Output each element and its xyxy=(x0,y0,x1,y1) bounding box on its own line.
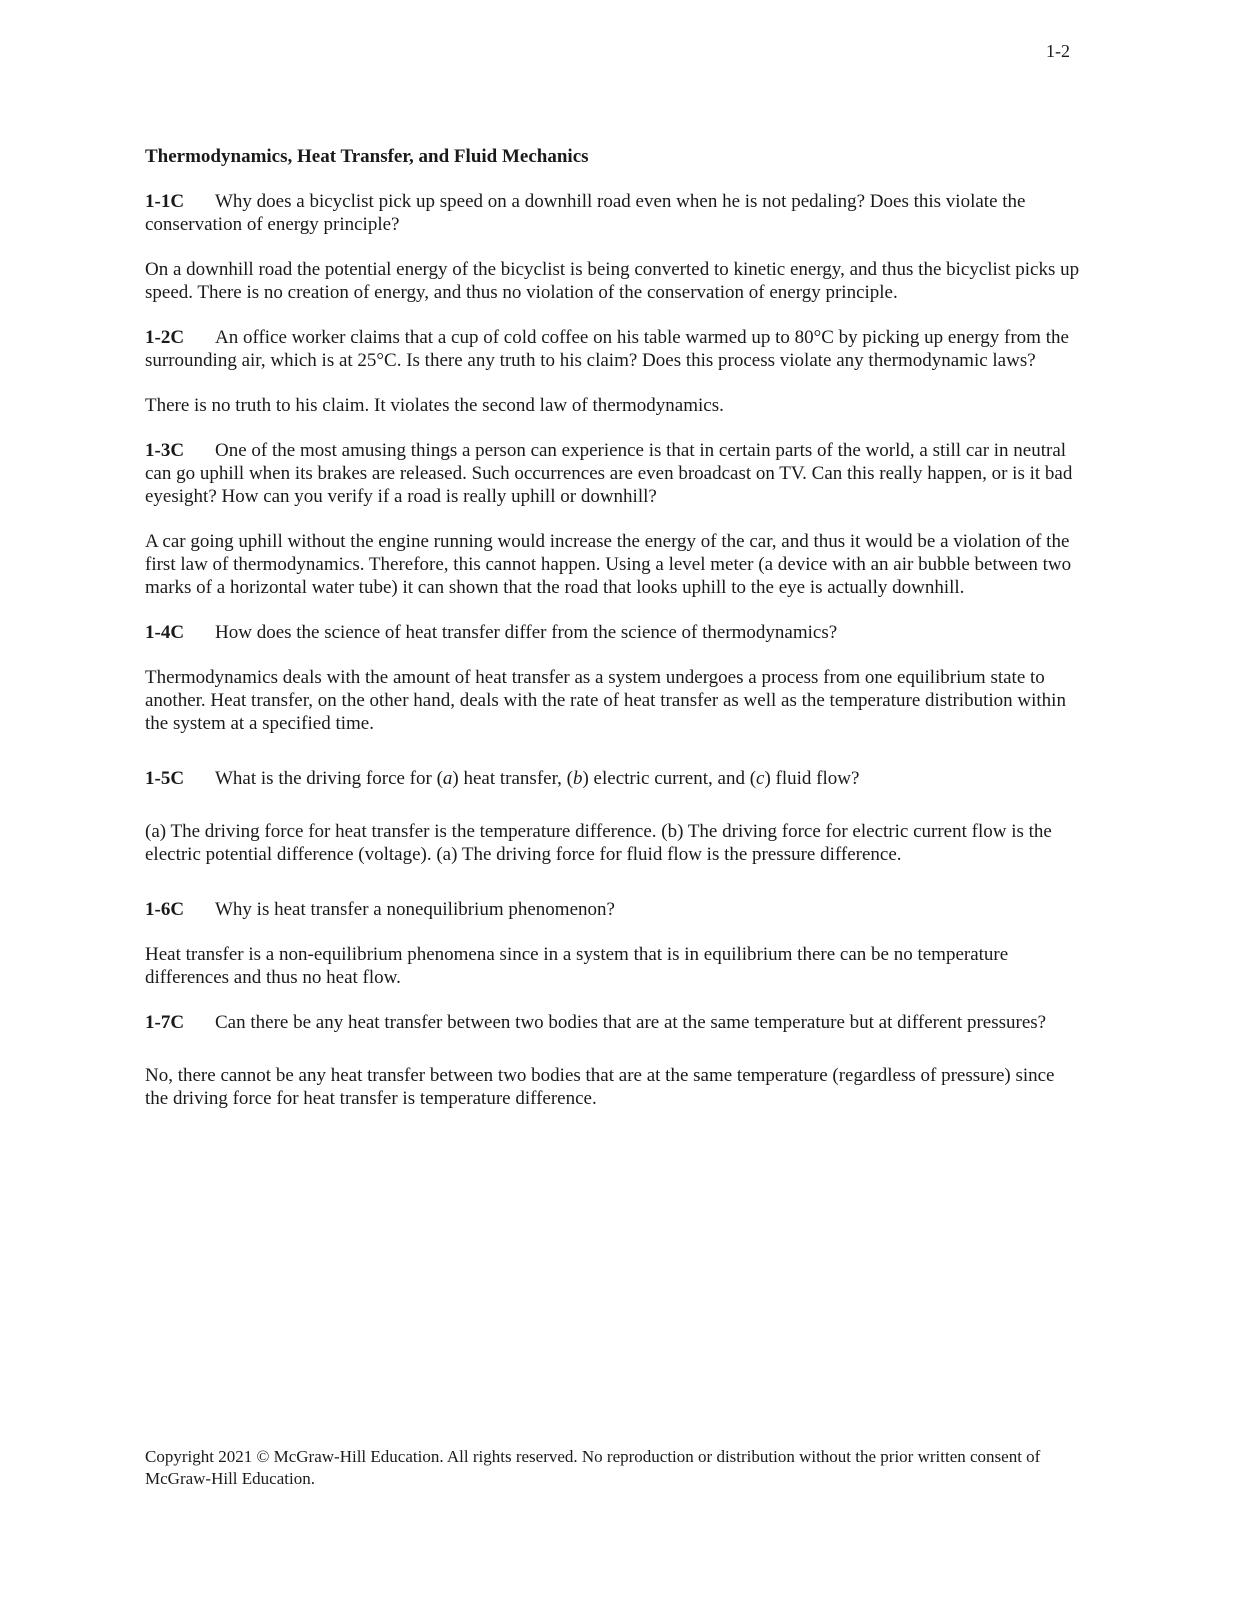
question-number: 1-7C xyxy=(145,1012,185,1033)
answer-1-5c: (a) The driving force for heat transfer is the temperature difference. (b) The driving force for electric current flow is the electric potential difference (voltage). (a) The driving force for fluid flow is the pressure difference. xyxy=(145,821,1052,865)
page-content xyxy=(145,145,1080,1132)
question-text: Why does a bicyclist pick up speed on a downhill road even when he is not pedaling? Does this violate the conservation of energy principle? xyxy=(145,191,1026,235)
question-text: An office worker claims that a cup of cold coffee on his table warmed up to 80°C by picking up energy from the surrounding air, which is at 25°C. Is there any truth to his claim? Does this process violate any thermodynamic laws? xyxy=(145,327,1069,371)
answer-1-4c: Thermodynamics deals with the amount of heat transfer as a system undergoes a process from one equilibrium state to another. Heat transfer, on the other hand, deals with the rate of heat transfer as well as the temperature distribution within the system at a specified time. xyxy=(145,667,1066,734)
question-1-4c xyxy=(145,621,1080,644)
answer-1-6c: Heat transfer is a non-equilibrium phenomena since in a system that is in equilibrium there can be no temperature differences and thus no heat flow. xyxy=(145,944,1009,988)
question-number: 1-6C xyxy=(145,899,185,920)
question-text-part: ) electric current, and ( xyxy=(582,768,757,789)
question-1-7c xyxy=(145,1011,1080,1034)
question-number: 1-1C xyxy=(145,191,185,212)
question-number: 1-2C xyxy=(145,327,185,348)
question-text-part: ) heat transfer, ( xyxy=(452,768,573,789)
question-1-3c xyxy=(145,439,1080,508)
question-text: Why is heat transfer a nonequilibrium phenomenon? xyxy=(215,899,615,920)
question-1-1c xyxy=(145,190,1080,236)
answer-1-3c: A car going uphill without the engine running would increase the energy of the car, and thus it would be a violation of the first law of thermodynamics. Therefore, this cannot happen. Using a level meter (a device with an air bubble between two marks of a horizontal water tube) it can shown that the road that looks uphill to the eye is actually downhill. xyxy=(145,531,1072,598)
answer-1-7c: No, there cannot be any heat transfer between two bodies that are at the same temperature (regardless of pressure) since the driving force for heat transfer is temperature difference. xyxy=(145,1065,1055,1109)
question-text: How does the science of heat transfer differ from the science of thermodynamics? xyxy=(215,622,838,643)
question-text-part: What is the driving force for ( xyxy=(215,768,443,789)
copyright-footer: Copyright 2021 © McGraw-Hill Education. All rights reserved. No reproduction or distribution without the prior written consent of McGraw-Hill Education. xyxy=(145,1447,1041,1488)
page-number: 1-2 xyxy=(1046,41,1070,61)
question-number: 1-3C xyxy=(145,440,185,461)
answer-1-1c: On a downhill road the potential energy of the bicyclist is being converted to kinetic energy, and thus the bicyclist picks up speed. There is no creation of energy, and thus no violation of the conservation of energy principle. xyxy=(145,259,1080,303)
question-text-part: c xyxy=(756,768,765,789)
question-1-2c xyxy=(145,326,1080,372)
question-text-part: a xyxy=(442,768,453,789)
question-number: 1-5C xyxy=(145,768,185,789)
question-1-6c xyxy=(145,898,1080,921)
question-text-part: ) fluid flow? xyxy=(764,768,860,789)
answer-1-2c: There is no truth to his claim. It violates the second law of thermodynamics. xyxy=(145,395,724,416)
question-number: 1-4C xyxy=(145,622,185,643)
question-1-5c xyxy=(145,767,1080,790)
section-title: Thermodynamics, Heat Transfer, and Fluid Mechanics xyxy=(145,146,589,167)
question-text: Can there be any heat transfer between two bodies that are at the same temperature but at different pressures? xyxy=(215,1012,1047,1033)
question-text-part: b xyxy=(572,768,583,789)
question-text: One of the most amusing things a person can experience is that in certain parts of the world, a still car in neutral can go uphill when its brakes are released. Such occurrences are even broadcast on TV. Can this really happen, or is it bad eyesight? How can you verify if a road is really uphill or downhill? xyxy=(145,440,1073,507)
